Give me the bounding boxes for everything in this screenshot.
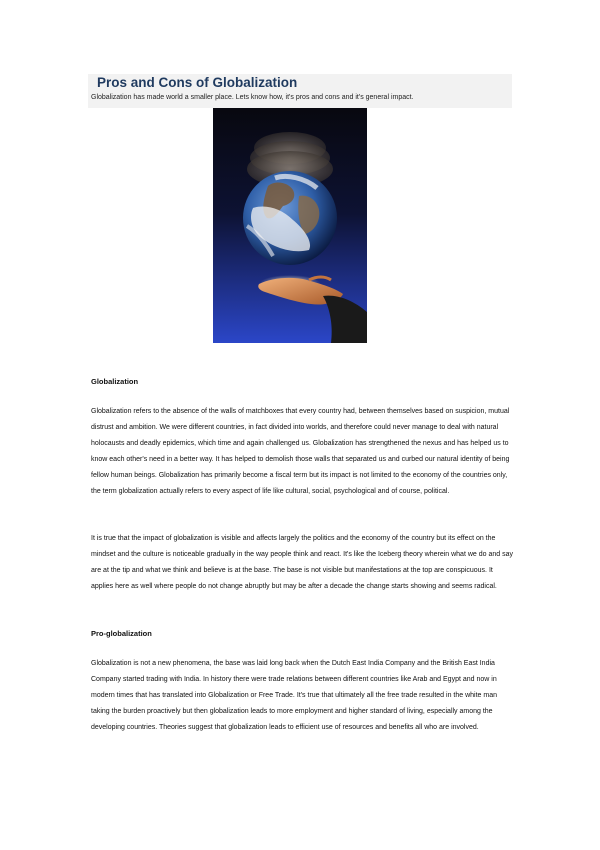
paragraph: It is true that the impact of globalization is visible and affects largely the politics and the economy of the country but its effect on the mindset and the culture is noticeable gradually in the way people think and react. It's like the Iceberg theory wherein what we do and say are at the tip and what we think and believe is at the base. The base is not visible but manifestations at the top are conspicuous. It applies here as well where people do not change abruptly but may be after a decade the change starts showing and seems radical. (91, 535, 513, 590)
page-title: Pros and Cons of Globalization (97, 75, 298, 90)
paragraph: Globalization is not a new phenomena, the base was laid long back when the Dutch East India Company and the British East India Company started trading with India. In history there were trade relations between different countries like Arab and Egypt and now in modern times that has translated into Globalization or Free Trade. It's true that ultimately all the free trade resulted in the white man taking the burden proactively but then globalization leads to more employment and higher standard of living, especially among the developing countries. Theories suggest that globalization leads to efficient use of resources and benefits all who are involved. (91, 660, 497, 731)
globe-on-hand-image (213, 108, 367, 343)
section-heading-globalization: Globalization (91, 377, 139, 386)
section-heading-pro-globalization: Pro-globalization (91, 629, 152, 638)
page-subtitle: Globalization has made world a smaller place. Lets know how, it's pros and cons and it's general impact. (91, 94, 414, 101)
paragraph: Globalization refers to the absence of the walls of matchboxes that every country had, between themselves based on suspicion, mutual distrust and ambition. We were different countries, in fact divided into worlds, and therefore could never manage to deal with natural holocausts and deadly epidemics, which time and again challenged us. Globalization has strengthened the nexus and has helped us to know each other's need in a better way. It has helped to demolish those walls that separated us and curbed our natural identity of being fellow human beings. Globalization has primarily become a fiscal term but its impact is not limited to the economy of the countries only, the term globalization actually refers to every aspect of life like cultural, social, psychological and of course, political. (91, 408, 510, 495)
earth-on-hand-icon (213, 108, 367, 343)
